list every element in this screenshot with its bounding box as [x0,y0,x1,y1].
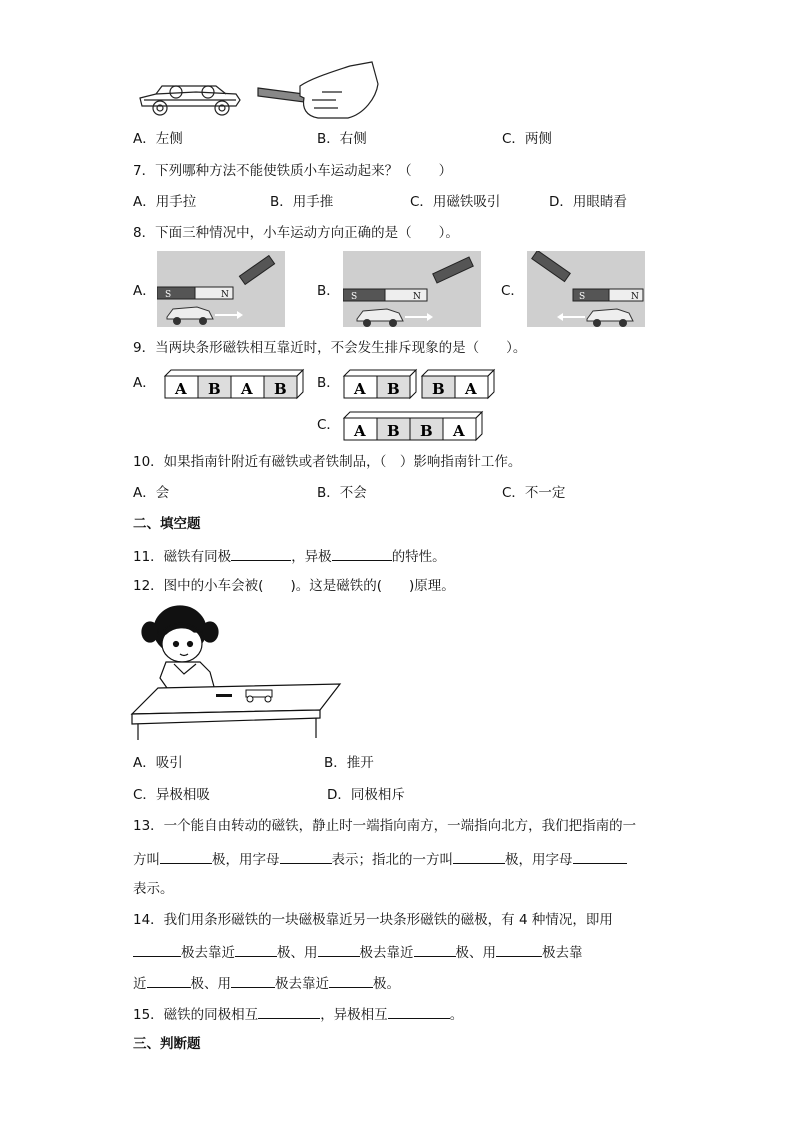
q13-text: 表示；指北的一方叫 [331,852,453,868]
answer-blank[interactable] [147,973,191,988]
q13-line-1: 13．一个能自由转动的磁铁，静止时一端指向南方，一端指向北方，我们把指南的一 [133,818,637,834]
q9-option-c: C． [317,417,340,433]
q8-figure-a [157,251,285,327]
q12-option-c: C．异极相吸 [133,787,210,803]
q9-option-a: A． [133,375,156,391]
q15-text: 。 [449,1007,464,1023]
pole-n-label: N [221,290,229,300]
q10-option-c: C．不一定 [502,485,566,501]
q7-option-d: D．用眼睛看 [549,194,627,210]
q6-option-b: B．右侧 [317,131,367,147]
q9-figure-a [163,368,305,400]
q13-line-2 [133,849,627,869]
pole-s-label: S [351,292,358,302]
q14-text: 极去靠近 [181,945,235,961]
q12-stem: 12．图中的小车会被( )。这是磁铁的( )原理。 [133,578,455,594]
pole-n-label: N [413,292,421,302]
q9-option-b: B． [317,375,340,391]
q12-option-a: A．吸引 [133,755,183,771]
q15 [133,1004,463,1024]
q7-stem: 7．下列哪种方法不能使铁质小车运动起来？（ ） [133,163,453,179]
magnet-pole-label: A [175,380,187,398]
q14-text: 近 [133,976,147,992]
answer-blank[interactable] [235,942,277,957]
q8-figure-b [343,251,481,327]
q14-text: 极去靠 [542,945,583,961]
q11-text-2: ，异极 [291,549,332,565]
q11-text-1: 11．磁铁有同极 [133,549,232,565]
q10-option-a: A．会 [133,485,170,501]
q9-stem: 9．当两块条形磁铁相互靠近时，不会发生排斥现象的是（ ）。 [133,340,527,356]
answer-blank[interactable] [280,849,332,864]
pole-s-label: S [165,290,172,300]
q11-text-3: 的特性。 [391,549,446,565]
magnet-pole-label: A [465,380,477,398]
q15-text: 15．磁铁的同极相互 [133,1007,259,1023]
q7-option-a: A．用手拉 [133,194,197,210]
q15-text: ，异极相互 [320,1007,388,1023]
magnet-pole-label: B [420,422,433,440]
q8-figure-c [527,251,645,327]
magnet-pole-label: B [387,380,400,398]
q14-line-2 [133,942,583,962]
q14-text: 极去靠近 [275,976,329,992]
answer-blank[interactable] [133,942,181,957]
answer-blank[interactable] [332,546,392,561]
answer-blank[interactable] [258,1004,320,1019]
answer-blank[interactable] [231,973,275,988]
q14-text: 极、用 [277,945,318,961]
q14-line-3 [133,973,400,993]
toy-car-illustration [140,86,240,115]
q8-stem: 8．下面三种情况中，小车运动方向正确的是（ ）。 [133,225,459,241]
q14-text: 极。 [373,976,400,992]
q12-option-b: B．推开 [324,755,374,771]
q13-line-3: 表示。 [133,881,174,897]
magnet-pole-label: A [354,380,366,398]
q6-figure [136,58,386,122]
q14-text: 极、用 [190,976,231,992]
pole-n-label: N [631,292,639,302]
answer-blank[interactable] [496,942,542,957]
q6-option-c: C．两侧 [502,131,552,147]
answer-blank[interactable] [453,849,505,864]
section-heading-true-false: 三、判断题 [133,1036,201,1052]
answer-blank[interactable] [388,1004,450,1019]
q13-text: 极，用字母 [505,852,573,868]
q14-line-1: 14．我们用条形磁铁的一块磁极靠近另一块条形磁铁的磁极，有 4 种情况，即用 [133,912,613,928]
q14-text: 极去靠近 [359,945,414,961]
magnet-pole-label: B [208,380,221,398]
magnet-pole-label: A [453,422,465,440]
q13-text: 方叫 [133,852,160,868]
q7-option-c: C．用磁铁吸引 [410,194,501,210]
magnet-pole-label: B [387,422,400,440]
answer-blank[interactable] [329,973,373,988]
magnet-pole-label: B [432,380,445,398]
magnet-pole-label: B [274,380,287,398]
hand-with-magnet-illustration [258,62,378,118]
q9-figure-b [342,368,498,400]
q12-option-d: D．同极相斥 [327,787,405,803]
q7-option-b: B．用手推 [270,194,334,210]
q9-figure-c [342,410,486,442]
q6-option-a: A．左侧 [133,131,183,147]
section-heading-fill-blank: 二、填空题 [133,516,201,532]
q13-text: 极，用字母 [212,852,280,868]
q10-stem: 10．如果指南针附近有磁铁或者铁制品，（ ）影响指南针工作。 [133,454,522,470]
answer-blank[interactable] [231,546,291,561]
q10-option-b: B．不会 [317,485,367,501]
answer-blank[interactable] [160,849,212,864]
q11 [133,546,446,566]
q14-text: 极、用 [455,945,496,961]
answer-blank[interactable] [318,942,360,957]
magnet-pole-label: A [354,422,366,440]
answer-blank[interactable] [573,849,627,864]
magnet-pole-label: A [241,380,253,398]
q8-option-a: A． [133,283,156,299]
q8-option-b: B． [317,283,340,299]
q12-figure-girl-at-table [130,602,344,742]
pole-s-label: S [579,292,586,302]
q8-option-c: C． [501,283,524,299]
answer-blank[interactable] [414,942,456,957]
